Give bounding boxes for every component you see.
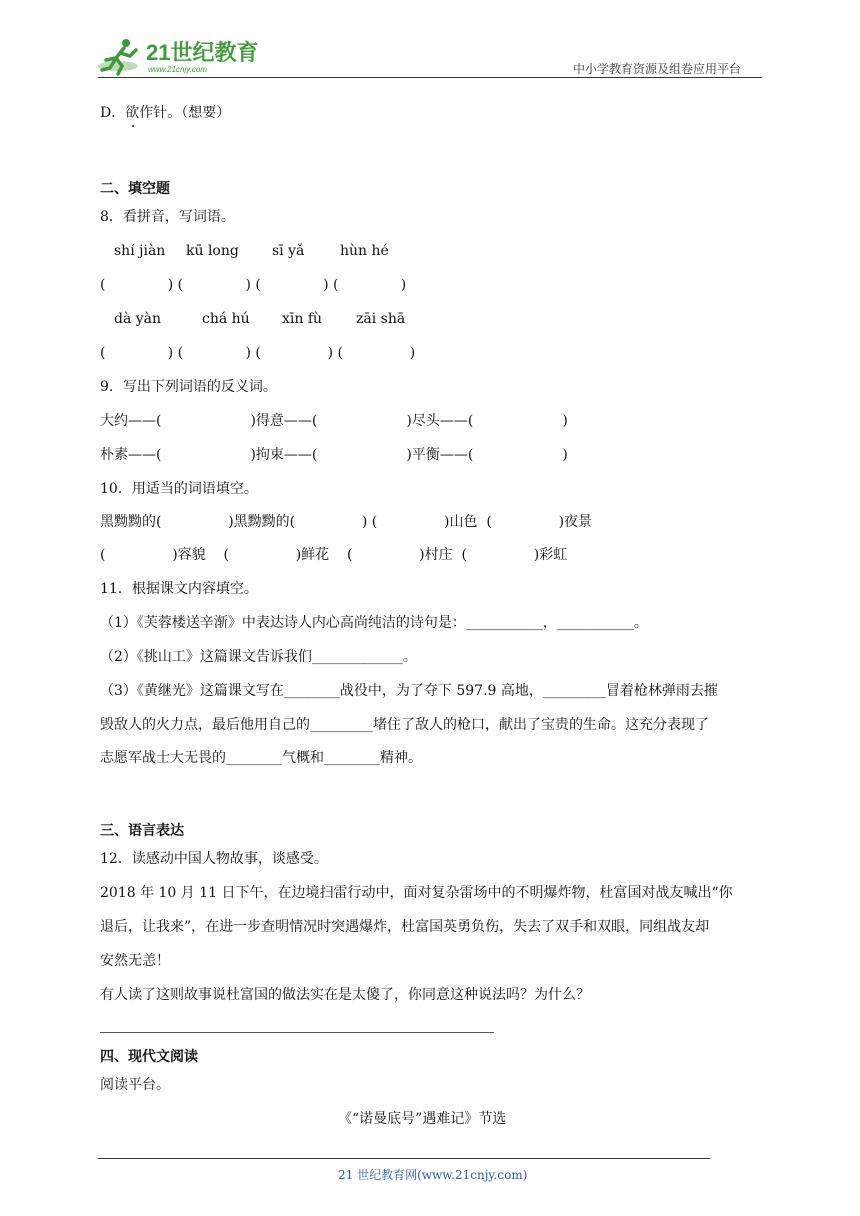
emphasis-dot: [132, 125, 134, 127]
q8-blanks-row2: ( ) ( ) ( ) ( ): [100, 345, 416, 361]
section-heading-language: 三、语言表达: [100, 823, 184, 839]
q9-row1: 大约——( )得意——( )尽头——( ): [100, 413, 568, 429]
footer-link[interactable]: 21 世纪教育网(www.21cnjy.com): [338, 1168, 528, 1182]
svg-text:www.21cnjy.com: www.21cnjy.com: [148, 65, 207, 74]
passage-title: 《“诺曼底号”遇难记》节选: [338, 1111, 507, 1127]
q11-part3-line3: 志愿军战士大无畏的________气概和________精神。: [100, 750, 422, 766]
q9-title: 9．写出下列词语的反义词。: [100, 379, 277, 395]
q12-title: 12．读感动中国人物故事，谈感受。: [100, 851, 328, 867]
footer-divider: [98, 1158, 710, 1159]
answer-line[interactable]: [100, 1032, 494, 1033]
q11-part1: （1）《芙蓉楼送辛渐》中表达诗人内心高尚纯洁的诗句是：___________，___________。: [100, 615, 648, 631]
option-d: D．欲作针。（想要）: [100, 105, 231, 121]
q9-row2: 朴素——( )拘束——( )平衡——( ): [100, 447, 568, 463]
q11-part2: （2）《挑山工》这篇课文告诉我们_____________。: [100, 649, 417, 665]
pinyin-8: zāi shā: [356, 311, 406, 327]
q10-title: 10．用适当的词语填空。: [100, 481, 258, 497]
q12-story-line1: 2018 年 10 月 11 日下午，在边境扫雷行动中，面对复杂雷场中的不明爆炸物，杜富国对战友喊出“你: [100, 885, 733, 901]
section-heading-reading: 四、现代文阅读: [100, 1049, 198, 1065]
q11-title: 11．根据课文内容填空。: [100, 581, 258, 597]
q8-title: 8．看拼音，写词语。: [100, 209, 235, 225]
pinyin-3: sī yǎ: [272, 243, 305, 259]
section-heading-fill-blank: 二、填空题: [100, 181, 170, 197]
q11-part3-line2: 毁敌人的火力点，最后他用自己的_________堵住了敌人的枪口，献出了宝贵的生命。这充分表现了: [100, 717, 709, 733]
q8-blanks-row1: ( ) ( ) ( ) ( ): [100, 277, 407, 293]
pinyin-6: chá hú: [202, 311, 250, 327]
q10-row2: ( )容貌 ( )鲜花 ( )村庄 ( )彩虹: [100, 547, 568, 563]
q12-question: 有人读了这则故事说杜富国的做法实在是太傻了，你同意这种说法吗？为什么？: [100, 987, 590, 1003]
reading-intro: 阅读平台。: [100, 1077, 170, 1093]
pinyin-2: kū long: [186, 243, 239, 259]
site-title: 中小学教育资源及组卷应用平台: [573, 62, 742, 76]
q11-part3-line1: （3）《黄继光》这篇课文写在________战役中，为了夺下 597.9 高地，_________冒着枪林弹雨去摧: [100, 683, 718, 699]
pinyin-5: dà yàn: [114, 311, 162, 327]
header-divider: [98, 77, 762, 78]
site-logo: [96, 36, 266, 78]
pinyin-1: shí jiàn: [114, 243, 166, 259]
q10-row1: 黑黝黝的( )黑黝黝的( ) ( )山色 ( )夜景: [100, 514, 593, 530]
pinyin-4: hùn hé: [340, 243, 389, 259]
q12-story-line3: 安然无恙！: [100, 953, 170, 969]
svg-text:21世纪教育: 21世纪教育: [146, 40, 259, 65]
q12-story-line2: 退后，让我来”，在进一步查明情况时突遇爆炸，杜富国英勇负伤，失去了双手和双眼，同组战友却: [100, 919, 710, 935]
runner-logo-icon: [96, 36, 266, 78]
pinyin-7: xīn fù: [282, 311, 323, 327]
